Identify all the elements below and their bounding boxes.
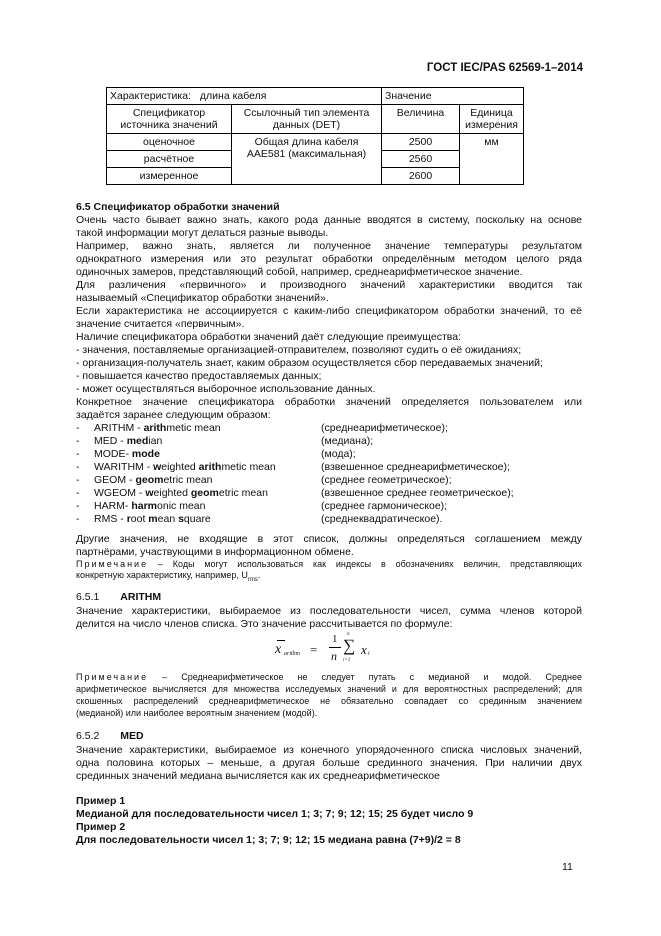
- table-cell: 2600: [382, 168, 460, 185]
- code-letters-bold: arith: [143, 422, 167, 434]
- table-cell: измеренное: [107, 168, 232, 185]
- formula-x: x: [275, 642, 282, 657]
- note-text: – Среднеарифметическое не следует путать с медианой и модой. Среднее: [148, 672, 582, 682]
- note-text: – Коды могут использоваться как индексы в обозначениях величин, представляющих: [148, 559, 582, 569]
- code-dash: -: [76, 435, 80, 447]
- table-col-header: Величина: [382, 105, 460, 134]
- code-row: [76, 448, 576, 461]
- table-col-header: Спецификатор источника значений: [107, 105, 232, 134]
- note-text: конкретную характеристику, например, U: [76, 570, 248, 580]
- code-letters-bold: arith: [198, 461, 222, 473]
- code-row: [76, 461, 576, 474]
- example-title: Пример 2: [76, 821, 126, 833]
- table-col-header: Ссылочный тип элемента данных (DET): [232, 105, 382, 134]
- code-expansion: [94, 500, 205, 513]
- code-description: (среднее геометрическое);: [321, 474, 452, 486]
- code-dash: -: [76, 461, 80, 473]
- note-line: скошенных распределений среднеарифметическое не обязательно совпадает со срединным значением: [76, 696, 582, 706]
- table-col-header: Единица измерения: [460, 105, 524, 134]
- code-expansion: [94, 448, 160, 461]
- table-cell: 2560: [382, 151, 460, 168]
- paragraph-line: Значение характеристики, выбираемое из последовательности чисел, сумма членов которой: [76, 605, 582, 617]
- code-dash: -: [76, 513, 80, 525]
- paragraph-line: Для различения «первичного» и производного значений характеристики вводится так: [76, 279, 582, 291]
- subsection-heading: [76, 591, 161, 604]
- sum-upper: n: [347, 632, 350, 637]
- table-value-header: Значение: [382, 88, 524, 105]
- table-cell-det: Общая длина кабеля AAE581 (максимальная): [232, 134, 382, 185]
- paragraph-line: Очень часто бывает важно знать, какого рода данные вводятся в систему, поскольку на основе: [76, 214, 582, 226]
- code-row: [76, 435, 576, 448]
- note-text: .: [257, 570, 261, 580]
- code-letters-bold: med: [126, 435, 149, 447]
- code-letters-bold: geom: [190, 487, 219, 499]
- code-dash: -: [76, 422, 80, 434]
- subsection-number: 6.5.2: [76, 730, 100, 742]
- paragraph-line: одна половина которых – меньше, а другая больше срединного значения. При наличии двух: [76, 757, 582, 769]
- bullet-item: - может осуществляться выборочное использование данных.: [76, 383, 376, 395]
- paragraph-line: партнёрами, участвующими в информационном обмене.: [76, 546, 354, 558]
- code-description: (среднеарифметическое);: [321, 422, 448, 434]
- formula-xi-sub: i: [368, 651, 370, 657]
- code-row: [76, 513, 576, 526]
- paragraph-line: значение считается «первичным».: [76, 318, 245, 330]
- table-cell-unit: мм: [460, 134, 524, 185]
- paragraph-line: Другие значения, не входящие в этот список, должны определяться соглашением между: [76, 533, 582, 545]
- code-letters-bold: geom: [135, 474, 164, 486]
- table-cell: 2500: [382, 134, 460, 151]
- code-description: (мода);: [321, 448, 356, 460]
- fraction-bar: [329, 647, 341, 648]
- table-char-label: Характеристика:: [110, 90, 191, 102]
- code-letters: quare: [183, 513, 211, 525]
- subsection-title: MED: [120, 730, 144, 742]
- code-letters: etric mean: [163, 474, 213, 486]
- code-name: MED: [94, 435, 118, 447]
- code-expansion: [94, 435, 162, 448]
- code-letters: metic mean: [221, 461, 276, 473]
- subsection-heading: [76, 730, 144, 743]
- formula-sub: arithm: [284, 651, 301, 657]
- code-dash: -: [76, 500, 80, 512]
- overline: [277, 640, 285, 641]
- code-separator: -: [120, 435, 127, 447]
- example-title: Пример 1: [76, 795, 126, 807]
- code-letters: eighted: [161, 461, 199, 473]
- arithmetic-mean-formula: [275, 632, 385, 672]
- code-name: ARITHM: [94, 422, 135, 434]
- code-letters-bold: harm: [131, 500, 158, 512]
- code-expansion: [94, 474, 212, 487]
- table-characteristic-cell: [107, 88, 382, 105]
- code-description: (среднеквадратическое).: [321, 513, 443, 525]
- code-description: (медиана);: [321, 435, 374, 447]
- code-separator: -: [138, 487, 146, 499]
- code-name: WARITHM: [94, 461, 144, 473]
- example-text: Для последовательности чисел 1; 3; 7; 9; 12; 15 медиана равна (7+9)/2 = 8: [76, 834, 461, 846]
- code-dash: -: [76, 474, 80, 486]
- code-letters: onic mean: [157, 500, 206, 512]
- code-letters-bold: s: [178, 513, 184, 525]
- note-label: Примечание: [76, 672, 149, 682]
- formula-numerator: 1: [332, 633, 338, 645]
- characteristic-table: [106, 87, 524, 185]
- sum-sign: ∑: [343, 636, 356, 655]
- paragraph-line: Конкретное значение спецификатора обработки значений определяется пользователем или: [76, 396, 582, 408]
- bullet-item: - повышается качество предоставляемых данных;: [76, 370, 322, 382]
- paragraph-line: такой информации могут делаться разные выводы.: [76, 227, 329, 239]
- code-separator: -: [120, 513, 127, 525]
- code-name: GEOM: [94, 474, 127, 486]
- code-description: (среднее гармоническое);: [321, 500, 448, 512]
- code-letters-bold: r: [126, 513, 131, 525]
- sum-lower: i=1: [343, 658, 351, 663]
- note-line: [76, 672, 582, 683]
- paragraph-line: однократного измерения или это результат обработки определённым методом целого ряда: [76, 253, 582, 265]
- code-letters-bold: mode: [131, 448, 160, 460]
- code-dash: -: [76, 487, 80, 499]
- code-separator: -: [129, 474, 136, 486]
- code-row: [76, 474, 576, 487]
- bullet-item: - значения, поставляемые организацией-отправителем, позволяют судить о её ожиданиях;: [76, 344, 522, 356]
- code-letters-bold: w: [145, 487, 154, 499]
- paragraph-line: задаётся заранее следующим образом:: [76, 409, 271, 421]
- code-letters-bold: m: [148, 513, 158, 525]
- code-expansion: [94, 422, 221, 435]
- code-letters: etric mean: [218, 487, 268, 499]
- code-letters: eighted: [153, 487, 191, 499]
- example-text: Медианой для последовательности чисел 1; 3; 7; 9; 12; 15; 25 будет число 9: [76, 808, 474, 820]
- paragraph-line: срединных значений медиана вычисляется как их среднеарифметическое: [76, 770, 440, 782]
- table-cell: оценочное: [107, 134, 232, 151]
- paragraph-line: Значение характеристики, выбираемое из конечного упорядоченного списка числовых значений,: [76, 744, 582, 756]
- code-name: MODE-: [94, 448, 129, 460]
- section-title: 6.5 Спецификатор обработки значений: [76, 201, 280, 213]
- code-row: [76, 422, 576, 435]
- code-description: (взвешенное среднее геометрическое);: [321, 487, 514, 499]
- note-line: [76, 570, 260, 586]
- bullet-item: - организация-получатель знает, каким образом осуществляется сбор передаваемых значений;: [76, 357, 543, 369]
- formula-xi: x: [361, 642, 367, 657]
- code-separator: -: [146, 461, 154, 473]
- code-expansion: [94, 487, 268, 500]
- paragraph-line: одиночных замеров, представляющий собой, например, среднеарифметическое значение.: [76, 266, 523, 278]
- paragraph-line: Наличие спецификатора обработки значений даёт следующие преимущества:: [76, 331, 462, 343]
- code-row: [76, 487, 576, 500]
- subsection-number: 6.5.1: [76, 591, 100, 603]
- note-line: [76, 559, 582, 570]
- note-line: (медианой) или наиболее вероятным значением (модой).: [76, 708, 318, 718]
- code-letters: oot: [130, 513, 149, 525]
- paragraph-line: Например, важно знать, является ли полученное значение температуры результатом: [76, 240, 582, 252]
- code-letters: ean: [157, 513, 179, 525]
- page-number: 11: [562, 861, 573, 873]
- code-separator: -: [137, 422, 144, 434]
- code-expansion: [94, 461, 276, 474]
- code-letters-bold: w: [153, 461, 162, 473]
- document-header: ГОСТ IEC/PAS 62569-1–2014: [426, 62, 583, 74]
- code-name: RMS: [94, 513, 118, 525]
- code-row: [76, 500, 576, 513]
- code-description: (взвешенное среднеарифметическое);: [321, 461, 510, 473]
- formula-equals: =: [310, 642, 318, 657]
- code-name: HARM-: [94, 500, 129, 512]
- note-subscript: rms: [247, 576, 258, 583]
- code-letters: metic mean: [166, 422, 221, 434]
- subsection-title: ARITHM: [120, 591, 162, 603]
- code-name: WGEOM: [94, 487, 136, 499]
- formula-denominator: n: [331, 649, 337, 663]
- paragraph-line: называемый «Спецификатор обработки значений».: [76, 292, 329, 304]
- code-letters: ian: [148, 435, 163, 447]
- code-expansion: [94, 513, 211, 526]
- note-line: арифметическое вычисляется для множества исследуемых значений и для вероятностных распределений; для: [76, 684, 582, 694]
- paragraph-line: делится на число членов списка. Это значение рассчитывается по формуле:: [76, 618, 453, 630]
- table-char-value: длина кабеля: [199, 90, 267, 102]
- table-cell: расчётное: [107, 151, 232, 168]
- paragraph-line: Если характеристика не ассоциируется с каким-либо спецификатором обработки значений, то её: [76, 305, 582, 317]
- code-dash: -: [76, 448, 80, 460]
- note-label: Примечание: [76, 559, 149, 569]
